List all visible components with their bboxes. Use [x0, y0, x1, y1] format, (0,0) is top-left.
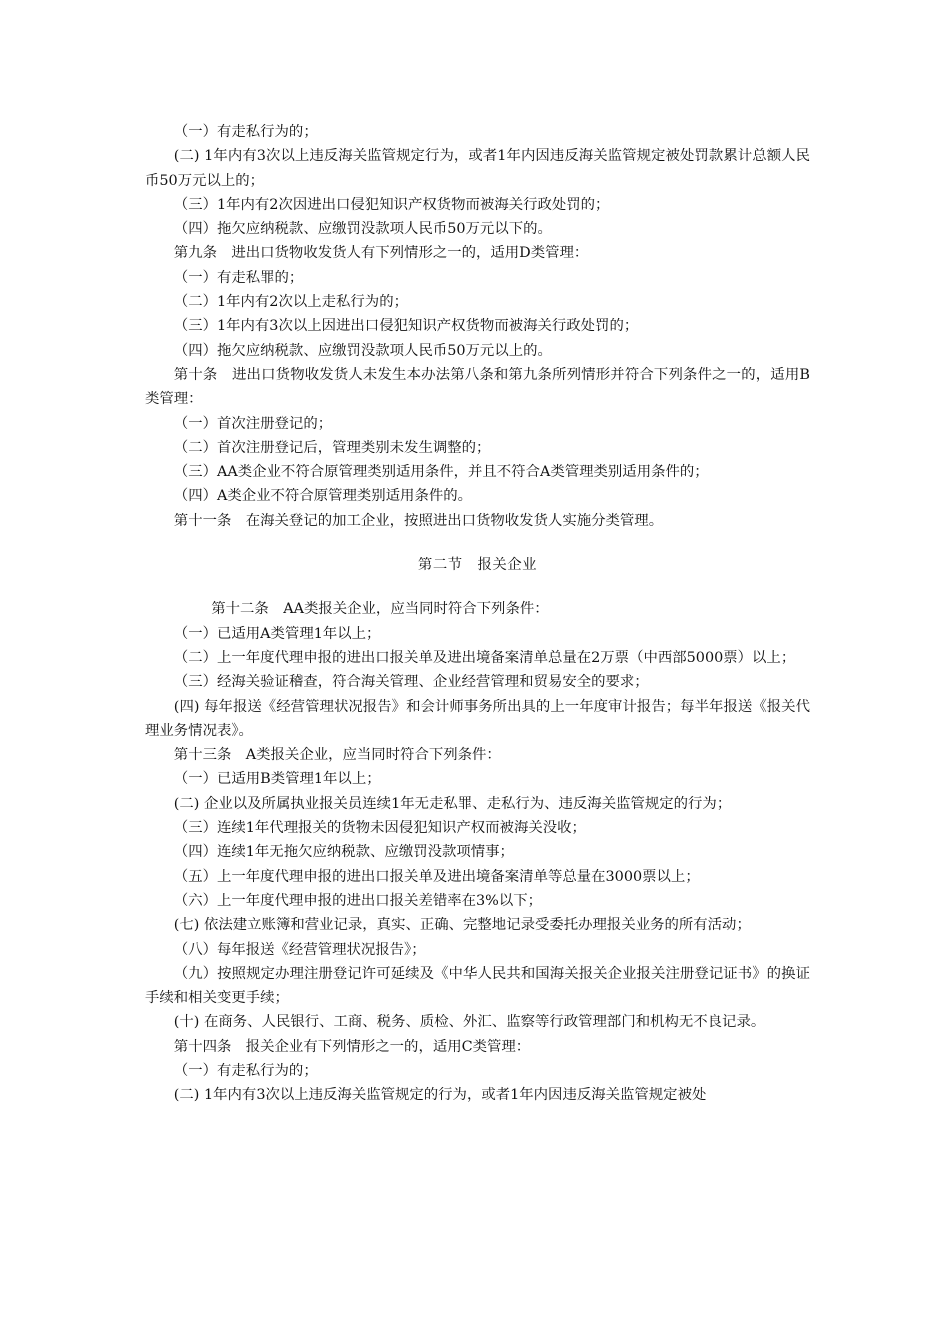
section-heading: 第二节 报关企业	[417, 557, 538, 574]
article-paragraph: 第十四条 报关企业有下列情形之一的，适用C类管理：	[173, 1038, 531, 1055]
paragraph: （八）每年报送《经营管理状况报告》；	[173, 941, 426, 958]
article-paragraph: 第十条 进出口货物收发货人未发生本办法第八条和第九条所列情形并符合下列条件之一的，适用B类管理：	[145, 366, 810, 408]
paragraph: （三）AA类企业不符合原管理类别适用条件，并且不符合A类管理类别适用条件的；	[173, 464, 709, 481]
paragraph: (七) 依法建立账簿和营业记录，真实、正确、完整地记录受委托办理报关业务的所有活动；	[173, 917, 751, 934]
paragraph: （四）连续1年无拖欠应纳税款、应缴罚没款项情事；	[173, 844, 514, 861]
paragraph: （二）1年内有2次以上走私行为的；	[173, 294, 408, 311]
paragraph: （四）拖欠应纳税款、应缴罚没款项人民币50万元以上的。	[173, 342, 552, 359]
paragraph: （五）上一年度代理申报的进出口报关单及进出境备案清单等总量在3000票以上；	[173, 868, 700, 885]
paragraph: (二) 1年内有3次以上违反海关监管规定行为，或者1年内因违反海关监管规定被处罚款累计总额人民币50万元以上的；	[145, 148, 810, 189]
paragraph: （一）有走私行为的；	[173, 124, 318, 140]
paragraph: （三）经海关验证稽查，符合海关管理、企业经营管理和贸易安全的要求；	[173, 674, 649, 691]
paragraph: （二）首次注册登记后，管理类别未发生调整的；	[173, 439, 491, 456]
article-paragraph: 第十三条 A类报关企业，应当同时符合下列条件：	[173, 747, 501, 764]
article-paragraph: 第九条 进出口货物收发货人有下列情形之一的，适用D类管理：	[173, 245, 589, 262]
document-page	[145, 120, 810, 1108]
paragraph: (十) 在商务、人民银行、工商、税务、质检、外汇、监察等行政管理部门和机构无不良记录。	[173, 1014, 766, 1031]
article-paragraph: 第十一条 在海关登记的加工企业，按照进出口货物收发货人实施分类管理。	[173, 512, 664, 529]
paragraph: （一）首次注册登记的；	[173, 415, 333, 432]
paragraph: （一）有走私行为的；	[173, 1062, 318, 1079]
paragraph: （一）有走私罪的；	[173, 269, 304, 286]
article-paragraph: 第十二条 AA类报关企业，应当同时符合下列条件：	[211, 601, 549, 618]
paragraph: （四）拖欠应纳税款、应缴罚没款项人民币50万元以下的。	[173, 221, 552, 238]
paragraph: （四）A类企业不符合原管理类别适用条件的。	[173, 488, 473, 505]
paragraph: （一）已适用A类管理1年以上；	[173, 625, 381, 642]
paragraph: （一）已适用B类管理1年以上；	[173, 771, 381, 788]
paragraph: (四) 每年报送《经营管理状况报告》和会计师事务所出具的上一年度审计报告；每半年报送《报关代理业务情况表》。	[145, 698, 810, 739]
paragraph: （三）1年内有2次因进出口侵犯知识产权货物而被海关行政处罚的；	[173, 196, 610, 213]
paragraph: （三）连续1年代理报关的货物未因侵犯知识产权而被海关没收；	[173, 820, 586, 837]
paragraph: （九）按照规定办理注册登记许可延续及《中华人民共和国海关报关企业报关注册登记证书》的换证手续和相关变更手续；	[145, 965, 810, 1007]
paragraph: (二) 1年内有3次以上违反海关监管规定的行为，或者1年内因违反海关监管规定被处	[173, 1087, 707, 1104]
paragraph: （三）1年内有3次以上因进出口侵犯知识产权货物而被海关行政处罚的；	[173, 318, 639, 335]
paragraph: (二) 企业以及所属执业报关员连续1年无走私罪、走私行为、违反海关监管规定的行为；	[173, 795, 732, 812]
paragraph: （二）上一年度代理申报的进出口报关单及进出境备案清单总量在2万票（中西部5000票）以上；	[173, 649, 796, 666]
paragraph: （六）上一年度代理申报的进出口报关差错率在3%以下；	[173, 892, 543, 909]
